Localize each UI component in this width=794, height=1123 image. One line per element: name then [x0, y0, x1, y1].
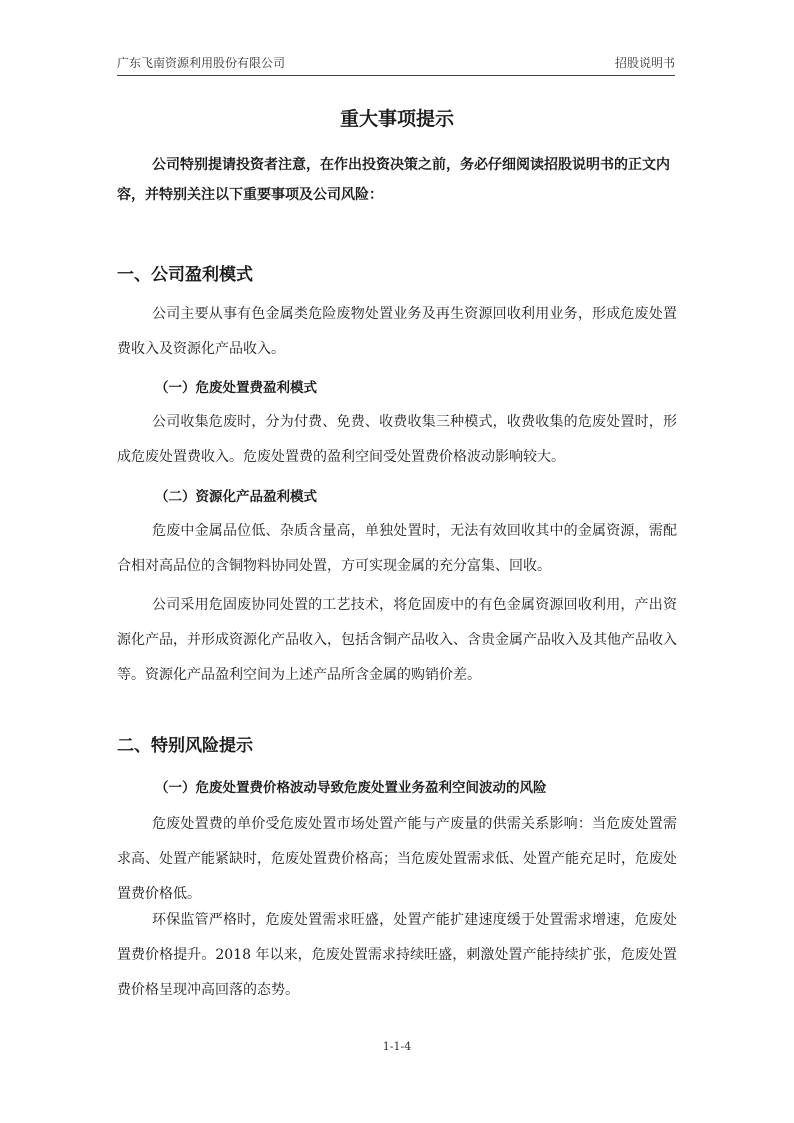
- section-2-sub-1-paragraph-1: 危废处置费的单价受危废处置市场处置产能与产废量的供需关系影响：当危废处置需求高、处置产能紧缺时，危废处置费价格高；当危废处置需求低、处置产能充足时，危废处置费价格低。: [117, 816, 677, 902]
- page-number: 1-1-4: [382, 1040, 412, 1053]
- section-1-sub-1-paragraph: 公司收集危废时，分为付费、免费、收费收集三种模式，收费收集的危废处置时，形成危废处置费收入。危废处置费的盈利空间受处置费价格波动影响较大。: [117, 414, 677, 465]
- header-company: 广东飞南资源利用股份有限公司: [117, 56, 286, 70]
- document-title: 重大事项提示: [339, 108, 454, 130]
- section-1-sub-2-paragraph-1: 危废中金属品位低、杂质含量高，单独处置时，无法有效回收其中的金属资源，需配合相对高品位的含铜物料协同处置，方可实现金属的充分富集、回收。: [117, 523, 677, 574]
- section-1-paragraph: 公司主要从事有色金属类危险废物处置业务及再生资源回收利用业务，形成危废处置费收入及资源化产品收入。: [117, 306, 677, 357]
- page-header: [117, 54, 675, 76]
- section-2-heading: 二、特别风险提示: [117, 736, 253, 756]
- section-1-sub-2-paragraph-2: 公司采用危固废协同处置的工艺技术，将危固废中的有色金属资源回收利用，产出资源化产品，并形成资源化产品收入，包括含铜产品收入、含贵金属产品收入及其他产品收入等。资源化产品盈利空间为上述产品所含金属的购销价差。: [117, 597, 677, 683]
- section-2-sub-1-paragraph-2: 环保监管严格时，危废处置需求旺盛，处置产能扩建速度缓于处置需求增速，危废处置费价格提升。2018 年以来，危废处置需求持续旺盛，刺激处置产能持续扩张，危废处置费价格呈现冲高回落的态势。: [117, 912, 677, 998]
- section-1-heading: 一、公司盈利模式: [117, 265, 253, 285]
- section-1-sub-2-heading: （二）资源化产品盈利模式: [155, 489, 317, 505]
- section-1-sub-1-heading: （一）危废处置费盈利模式: [155, 380, 317, 396]
- intro-paragraph: 公司特别提请投资者注意，在作出投资决策之前，务必仔细阅读招股说明书的正文内容，并特别关注以下重要事项及公司风险：: [117, 157, 670, 203]
- header-doc-type: 招股说明书: [614, 56, 675, 70]
- section-2-sub-1-heading: （一）危废处置费价格波动导致危废处置业务盈利空间波动的风险: [155, 780, 547, 796]
